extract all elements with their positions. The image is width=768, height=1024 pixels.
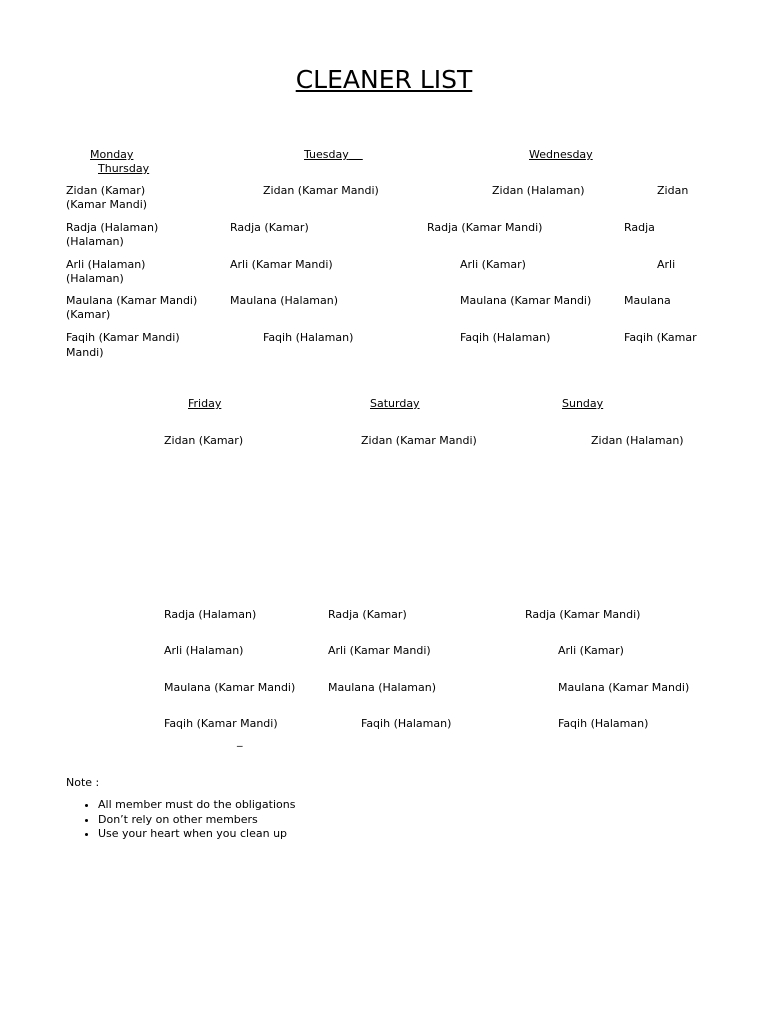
note-label: Note : (66, 776, 100, 789)
saturday-row-4: Maulana (Halaman) (328, 681, 437, 694)
thursday-row-3: Arli (657, 258, 676, 271)
wednesday-row-3: Arli (Kamar) (460, 258, 526, 271)
tuesday-row-1: Zidan (Kamar Mandi) (263, 184, 379, 197)
wednesday-row-4: Maulana (Kamar Mandi) (460, 294, 592, 307)
tuesday-row-4: Maulana (Halaman) (230, 294, 339, 307)
thursday-row-5: Faqih (Kamar (624, 331, 697, 344)
monday-row-3: Arli (Halaman) (66, 258, 146, 271)
day-header-saturday: Saturday (370, 397, 420, 410)
sunday-row-1: Zidan (Halaman) (591, 434, 684, 447)
friday-row-4: Maulana (Kamar Mandi) (164, 681, 296, 694)
sunday-row-5: Faqih (Halaman) (558, 717, 649, 730)
tuesday-row-5: Faqih (Halaman) (263, 331, 354, 344)
day-header-wednesday: Wednesday (529, 148, 593, 161)
thursday-row-1-wrap: (Kamar Mandi) (66, 198, 148, 211)
friday-row-5: Faqih (Kamar Mandi) (164, 717, 278, 730)
saturday-row-2: Radja (Kamar) (328, 608, 407, 621)
day-header-thursday: Thursday (98, 162, 150, 175)
day-header-friday: Friday (188, 397, 222, 410)
monday-row-4: Maulana (Kamar Mandi) (66, 294, 198, 307)
thursday-row-2-wrap: (Halaman) (66, 235, 124, 248)
thursday-row-4: Maulana (624, 294, 671, 307)
thursday-row-4-wrap: (Kamar) (66, 308, 111, 321)
wednesday-row-1: Zidan (Halaman) (492, 184, 585, 197)
saturday-row-5: Faqih (Halaman) (361, 717, 452, 730)
day-header-sunday: Sunday (562, 397, 604, 410)
friday-row-2: Radja (Halaman) (164, 608, 257, 621)
sunday-row-4: Maulana (Kamar Mandi) (558, 681, 690, 694)
thursday-row-1: Zidan (657, 184, 689, 197)
note-item: • Don’t rely on other members (98, 813, 295, 828)
sunday-row-3: Arli (Kamar) (558, 644, 624, 657)
wednesday-row-5: Faqih (Halaman) (460, 331, 551, 344)
note-item: • Use your heart when you clean up (98, 827, 295, 842)
thursday-row-3-wrap: (Halaman) (66, 272, 124, 285)
monday-row-5: Faqih (Kamar Mandi) (66, 331, 180, 344)
saturday-row-1: Zidan (Kamar Mandi) (361, 434, 477, 447)
monday-row-2: Radja (Halaman) (66, 221, 159, 234)
saturday-row-3: Arli (Kamar Mandi) (328, 644, 431, 657)
note-item: • All member must do the obligations (98, 798, 295, 813)
day-header-monday: Monday (90, 148, 134, 161)
sunday-row-2: Radja (Kamar Mandi) (525, 608, 641, 621)
tuesday-row-3: Arli (Kamar Mandi) (230, 258, 333, 271)
tuesday-row-2: Radja (Kamar) (230, 221, 309, 234)
friday-row-3: Arli (Halaman) (164, 644, 244, 657)
thursday-row-5-wrap: Mandi) (66, 346, 104, 359)
monday-row-1: Zidan (Kamar) (66, 184, 146, 197)
day-header-tuesday: Tuesday (304, 148, 349, 161)
thursday-row-2: Radja (624, 221, 655, 234)
page-title: CLEANER LIST (295, 65, 473, 94)
note-list (64, 798, 295, 842)
stray-mark: _ (237, 734, 243, 747)
wednesday-row-2: Radja (Kamar Mandi) (427, 221, 543, 234)
friday-row-1: Zidan (Kamar) (164, 434, 244, 447)
